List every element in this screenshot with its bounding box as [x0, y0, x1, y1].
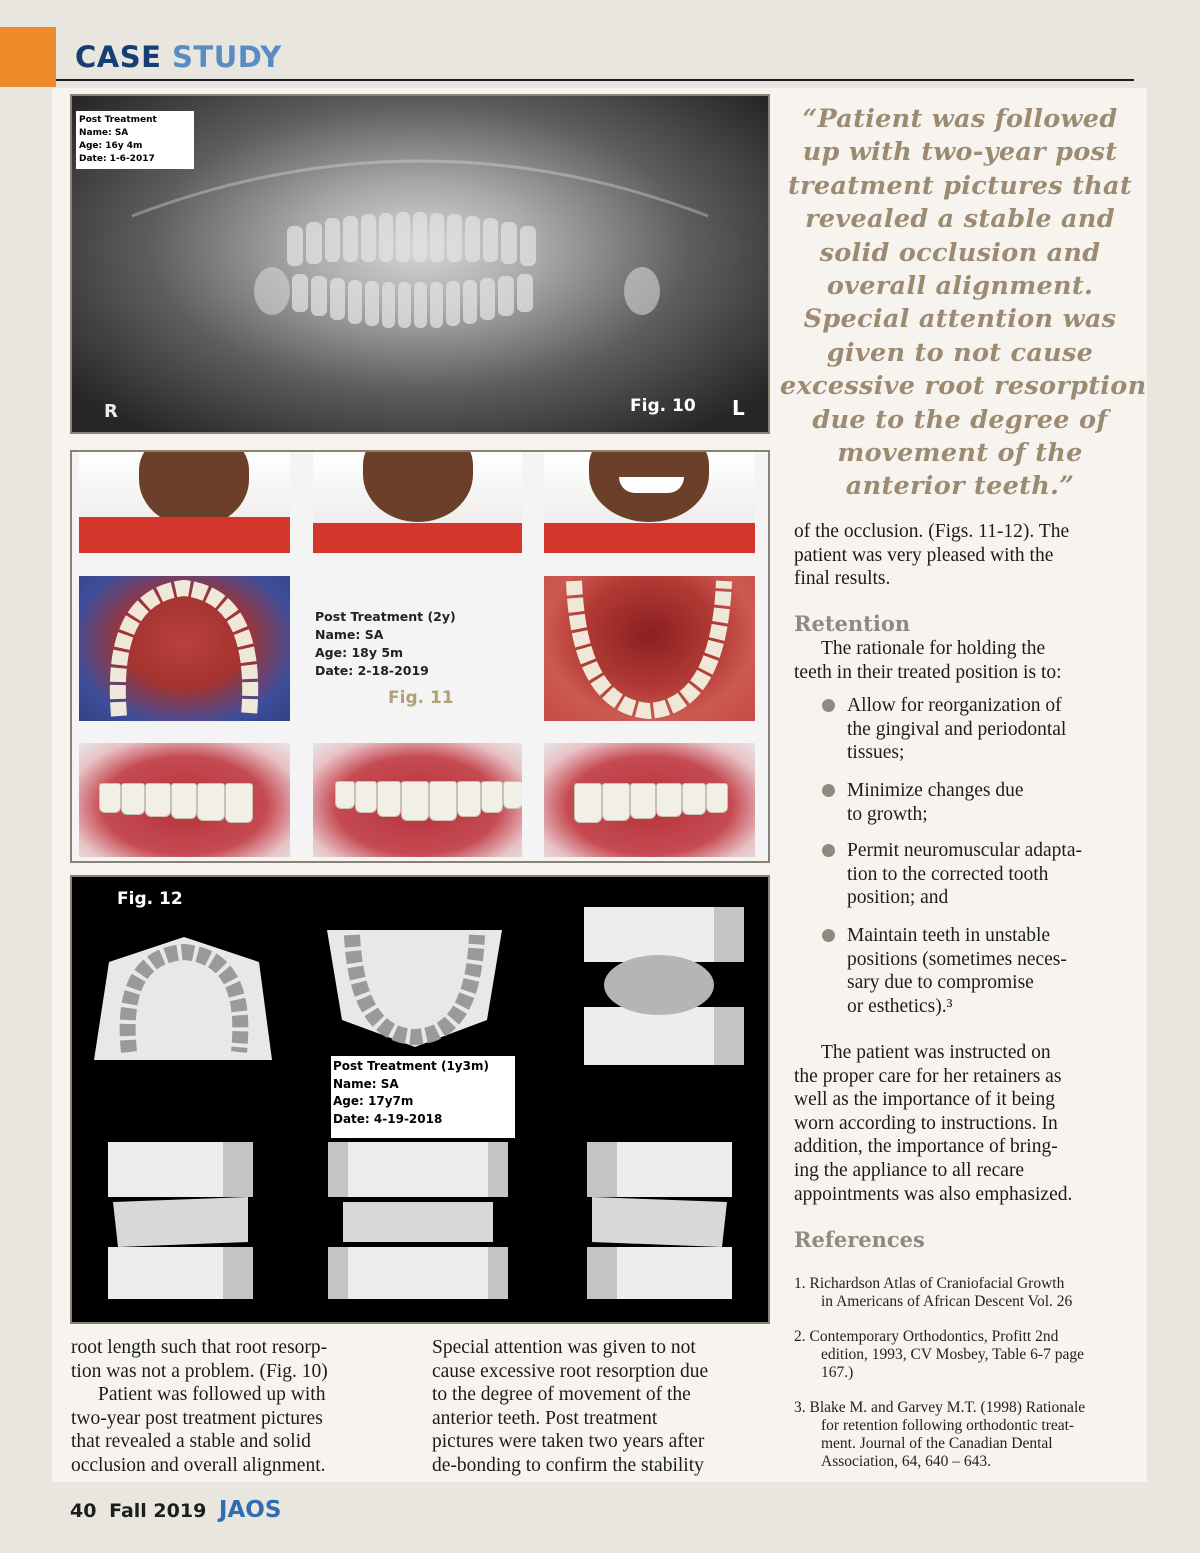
- fig12-label-line-3: Age: 17y7m: [333, 1094, 414, 1108]
- reference-line: Association, 64, 640 – 643.: [821, 1453, 992, 1470]
- references-heading: References: [794, 1227, 925, 1252]
- header-word-study: STUDY: [172, 40, 282, 74]
- xray-right-marker: R: [104, 401, 118, 422]
- bullet-line: tissues;: [847, 742, 905, 764]
- model-posterior-view: [564, 907, 749, 1067]
- body-line: pictures were taken two years after: [432, 1431, 705, 1453]
- body-line: Patient was followed up with: [98, 1384, 326, 1406]
- fig11-photo-grid: [70, 450, 770, 863]
- quote-line: excessive root resorption: [780, 371, 1147, 402]
- body-line: tion was not a problem. (Fig. 10): [71, 1360, 328, 1382]
- reference-item: [794, 1328, 1084, 1382]
- bullet-dot: [822, 784, 835, 797]
- quote-line: given to not cause: [826, 337, 1094, 368]
- page-footer: [70, 1497, 281, 1523]
- body-line: teeth in their treated position is to:: [794, 661, 1062, 683]
- reference-line: 1. Richardson Atlas of Craniofacial Growth: [794, 1275, 1065, 1292]
- xray-label-line-2: Name: SA: [79, 128, 129, 138]
- reference-line: 167.): [821, 1364, 854, 1381]
- photo-lower-arch: [544, 576, 755, 721]
- quote-line: revealed a stable and: [805, 204, 1115, 235]
- bullet-line: Permit neuromuscular adapta-: [847, 840, 1082, 861]
- reference-line: ment. Journal of the Canadian Dental: [821, 1435, 1053, 1452]
- bullet-dot: [822, 929, 835, 942]
- body-line: addition, the importance of bring-: [794, 1136, 1058, 1158]
- fig11-caption: Fig. 11: [388, 688, 454, 708]
- retention-intro: [794, 637, 1062, 684]
- photo-frontal-face: [313, 452, 522, 553]
- body-line: The patient was instructed on: [821, 1042, 1051, 1063]
- reference-line: 2. Contemporary Orthodontics, Profitt 2nd: [794, 1328, 1059, 1345]
- reference-item: [794, 1399, 1085, 1471]
- fig12-label-line-4: Date: 4-19-2018: [333, 1111, 443, 1126]
- bullet-line: positions (sometimes neces-: [847, 948, 1067, 970]
- issue-label: Fall 2019: [109, 1500, 207, 1522]
- xray-label-line-3: Age: 16y 4m: [79, 141, 143, 151]
- xray-label-line-1: Post Treatment: [79, 115, 157, 125]
- bullet-line: Minimize changes due: [847, 780, 1024, 801]
- reference-line: edition, 1993, CV Mosbey, Table 6-7 page: [821, 1346, 1084, 1363]
- quote-line: treatment pictures that: [788, 170, 1132, 201]
- section-header: [75, 40, 282, 74]
- body-line: patient was very pleased with the: [794, 544, 1054, 566]
- model-upper-occlusal: [94, 932, 274, 1062]
- body-line: appointments was also emphasized.: [794, 1183, 1073, 1205]
- fig12-caption: Fig. 12: [117, 889, 183, 909]
- body-line: ing the appliance to all recare: [794, 1159, 1025, 1181]
- quote-line: Special attention was: [803, 304, 1117, 335]
- fig12-digital-models: [70, 875, 770, 1324]
- photo-right-buccal: [79, 743, 290, 857]
- bullet-line: sary due to compromise: [847, 972, 1034, 994]
- body-line: to the degree of movement of the: [432, 1384, 691, 1406]
- fig11-label-line-3: Age: 18y 5m: [315, 645, 404, 660]
- bullet-line: tion to the corrected tooth: [847, 863, 1049, 885]
- occlusion-paragraph: [794, 520, 1069, 591]
- orange-corner-tab: [0, 27, 56, 87]
- photo-smiling-face: [544, 452, 755, 553]
- body-line: final results.: [794, 568, 891, 590]
- left-text-column: [71, 1336, 328, 1478]
- body-line: root length such that root resorp-: [71, 1337, 328, 1358]
- body-line: The rationale for holding the: [821, 638, 1046, 659]
- fig10-caption: Fig. 10: [630, 396, 696, 416]
- retainer-care-paragraph: [794, 1041, 1072, 1206]
- fig12-label-line-1: Post Treatment (1y3m): [333, 1059, 489, 1073]
- fig10-panoramic-xray: [70, 94, 770, 434]
- model-left-occlusion: [582, 1142, 732, 1302]
- photo-profile-face: [79, 452, 290, 553]
- bullet-line: the gingival and periodontal: [847, 718, 1067, 740]
- quote-line: due to the degree of: [812, 404, 1108, 435]
- header-word-case: CASE: [75, 40, 162, 74]
- fig11-info-label: [315, 608, 456, 680]
- model-frontal-occlusion: [328, 1142, 508, 1302]
- fig12-info-label: [331, 1056, 515, 1138]
- bullet-line: Maintain teeth in unstable: [847, 925, 1051, 946]
- quote-line: overall alignment.: [826, 271, 1094, 302]
- model-right-occlusion: [108, 1142, 258, 1302]
- quote-line: “Patient was followed: [802, 104, 1118, 134]
- body-line: the proper care for her retainers as: [794, 1065, 1062, 1087]
- bullet-line: or esthetics).³: [847, 995, 953, 1017]
- photo-frontal-occlusion: [313, 743, 522, 857]
- reference-line: 3. Blake M. and Garvey M.T. (1998) Rationale: [794, 1399, 1086, 1416]
- photo-left-buccal: [544, 743, 755, 857]
- photo-upper-arch: [79, 576, 290, 721]
- reference-line: for retention following orthodontic treat-: [821, 1417, 1075, 1434]
- body-line: cause excessive root resorption due: [432, 1360, 709, 1382]
- bullet-line: Allow for reorganization of: [847, 695, 1062, 716]
- fig11-label-line-4: Date: 2-18-2019: [315, 663, 429, 678]
- body-line: de-bonding to confirm the stability: [432, 1454, 704, 1476]
- quote-line: up with two-year post: [802, 137, 1118, 168]
- body-line: two-year post treatment pictures: [71, 1407, 323, 1429]
- quote-line: movement of the: [837, 438, 1083, 469]
- reference-line: in Americans of African Descent Vol. 26: [821, 1293, 1073, 1310]
- body-line: of the occlusion. (Figs. 11-12). The: [794, 521, 1070, 542]
- model-lower-occlusal: [327, 925, 502, 1050]
- quote-line: anterior teeth.”: [845, 471, 1075, 502]
- bullet-dot: [822, 699, 835, 712]
- pull-quote: [780, 103, 1147, 504]
- reference-item: [794, 1275, 1072, 1311]
- xray-info-label: [76, 111, 194, 169]
- body-line: worn according to instructions. In: [794, 1112, 1058, 1134]
- fig12-label-line-2: Name: SA: [333, 1076, 399, 1091]
- middle-text-column: [432, 1336, 708, 1478]
- body-line: occlusion and overall alignment.: [71, 1454, 326, 1476]
- xray-left-marker: L: [732, 396, 745, 420]
- fig11-label-line-2: Name: SA: [315, 627, 384, 642]
- quote-line: solid occlusion and: [819, 237, 1101, 268]
- body-line: that revealed a stable and solid: [71, 1431, 311, 1453]
- bullet-dot: [822, 844, 835, 857]
- bullet-line: position; and: [847, 887, 949, 909]
- retention-heading: Retention: [794, 611, 911, 636]
- body-line: anterior teeth. Post treatment: [432, 1407, 658, 1429]
- journal-name: JAOS: [218, 1497, 282, 1523]
- header-rule: [56, 79, 1134, 81]
- body-line: well as the importance of it being: [794, 1089, 1056, 1111]
- xray-label-line-4: Date: 1-6-2017: [79, 154, 155, 164]
- fig11-label-line-1: Post Treatment (2y): [315, 609, 456, 624]
- body-line: Special attention was given to not: [432, 1337, 696, 1358]
- bullet-line: to growth;: [847, 803, 928, 825]
- page-number: 40: [70, 1500, 97, 1522]
